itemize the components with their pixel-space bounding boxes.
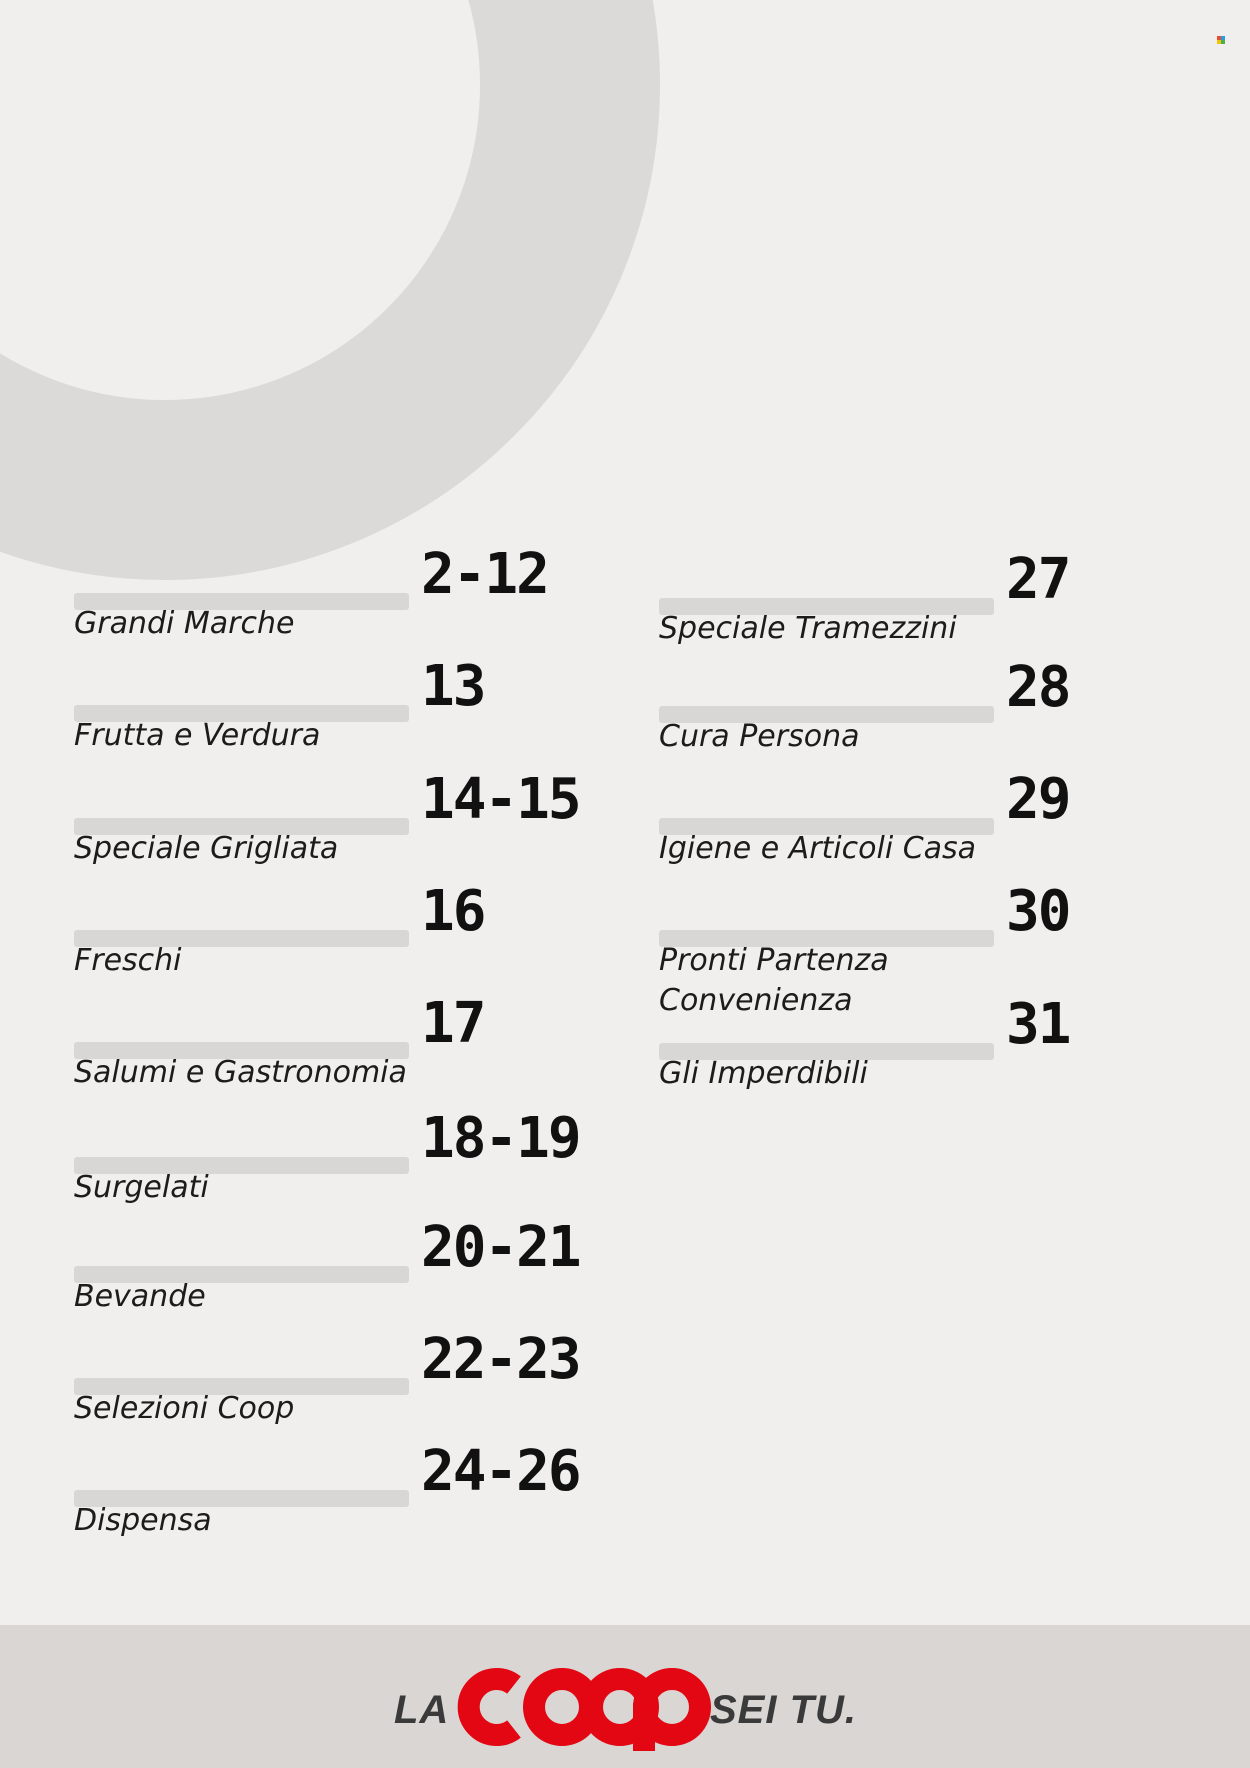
- toc-page-number: 31: [1006, 992, 1070, 1057]
- toc-title: Dispensa: [74, 1503, 212, 1538]
- brand-suffix: SEI TU.: [710, 1688, 858, 1732]
- footer: [0, 1625, 1250, 1768]
- toc-title: Igiene e Articoli Casa: [659, 831, 977, 866]
- toc-page-number: 28: [1006, 655, 1070, 720]
- toc-page-number: 24-26: [421, 1439, 580, 1504]
- toc-title: Freschi: [74, 943, 182, 978]
- toc-title: Gli Imperdibili: [659, 1056, 868, 1091]
- toc-page-number: 20-21: [421, 1215, 580, 1280]
- brand-prefix: LA: [394, 1688, 450, 1732]
- toc-page-number: 14-15: [421, 767, 580, 832]
- toc-title: Speciale Tramezzini: [659, 611, 957, 646]
- toc-page-number: 13: [421, 654, 485, 719]
- toc-page-number: 16: [421, 879, 485, 944]
- toc-page-number: 18-19: [421, 1106, 580, 1171]
- brand-logo[interactable]: [390, 1648, 870, 1745]
- toc-page-number: 29: [1006, 767, 1070, 832]
- toc-title: Salumi e Gastronomia: [74, 1055, 407, 1090]
- toc-title: Cura Persona: [659, 719, 860, 754]
- toc-title: Grandi Marche: [74, 606, 295, 641]
- toc-page-number: 30: [1006, 879, 1070, 944]
- toc-title: Selezioni Coop: [74, 1391, 295, 1426]
- toc-page-number: 2-12: [421, 542, 548, 607]
- toc-page-number: 22-23: [421, 1327, 580, 1392]
- toc-title: Surgelati: [74, 1170, 209, 1205]
- coop-logo-icon: [462, 1648, 702, 1751]
- toc-title-line2: Convenienza: [659, 983, 853, 1018]
- toc-title: Pronti Partenza: [659, 943, 889, 978]
- toc-page-number: 17: [421, 991, 485, 1056]
- toc-page-number: 27: [1006, 547, 1070, 612]
- brand-name: coop: [462, 1648, 501, 1667]
- toc-title: Speciale Grigliata: [74, 831, 339, 866]
- toc-title: Bevande: [74, 1279, 206, 1314]
- toc-title: Frutta e Verdura: [74, 718, 321, 753]
